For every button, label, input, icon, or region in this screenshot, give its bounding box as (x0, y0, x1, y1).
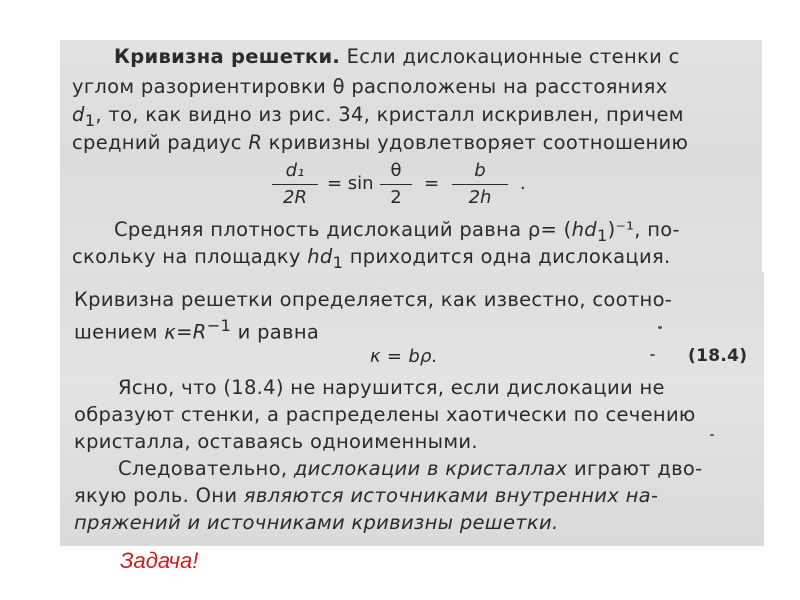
denominator: 2R (283, 187, 307, 208)
var-hd: hd (307, 245, 333, 268)
line-text: , то, как видно из рис. 34, кристалл искривлен, причем (95, 103, 684, 126)
numerator: d₁ (285, 160, 305, 181)
superscript: −1 (206, 316, 232, 335)
heading-curvature: Кривизна решетки. (114, 45, 341, 68)
text-line-b9: пряжений и источниками кривизны решетки. (74, 511, 559, 534)
var-R: R (248, 131, 263, 154)
text-line-2: углом разориентировки θ расположены на расстояниях (72, 75, 668, 98)
equation-number: (18.4) (688, 346, 748, 366)
scan-top-fragment (60, 40, 762, 272)
text-line-b4: Ясно, что (18.4) не нарушится, если дислокации не (118, 376, 665, 399)
numerator: b (474, 160, 486, 181)
denominator: 2h (468, 187, 492, 208)
line-text: и равна (231, 320, 320, 344)
scan-bottom-fragment (60, 272, 764, 546)
sub: 1 (84, 110, 96, 130)
text-line-7 (72, 245, 670, 272)
line-text: Если дислокационные стенки с (346, 45, 680, 68)
text-line-6 (114, 218, 680, 245)
line-text: скольку на площадку (72, 245, 308, 268)
line-text: Следовательно, (118, 457, 294, 480)
equals-sin: = sin (327, 173, 374, 194)
line-text: якую роль. Они (74, 484, 244, 507)
text-line-b1: Кривизна решетки определяется, как известно, соотно- (74, 288, 673, 311)
line-text: кривизны удовлетворяет соотношению (262, 131, 689, 154)
sub: 1 (596, 225, 608, 245)
text-line-1 (114, 45, 680, 68)
line-text: средний радиус (72, 131, 249, 154)
line-text: приходится одна дислокация. (343, 245, 671, 268)
equals: = (424, 173, 440, 194)
emphasis: являются источниками внутренних на- (243, 484, 659, 507)
text-line-b5: образуют стенки, а распределены хаотически по сечению (74, 403, 696, 426)
task-label: Задача! (120, 548, 199, 573)
var-hd: hd (571, 218, 597, 241)
sub: 1 (332, 252, 344, 272)
var-d: d (72, 103, 85, 126)
period: . (520, 173, 526, 194)
kappa-definition: κ=R (164, 320, 207, 344)
fraction-b-2h (452, 160, 508, 208)
scan-speck (650, 354, 655, 356)
formula-curvature (272, 160, 592, 216)
line-text: шением (74, 320, 165, 344)
text-line-b8 (74, 484, 658, 507)
line-text: )⁻¹, по- (607, 218, 680, 241)
line-text: играют дво- (567, 457, 703, 480)
text-line-b6: кристалла, оставаясь одноименными. (74, 430, 478, 453)
line-text: Средняя плотность дислокаций равна ρ= ( (114, 218, 572, 241)
fraction-theta-2 (380, 160, 412, 208)
formula-kappa: κ = bρ. (370, 346, 438, 367)
text-line-b2 (74, 316, 319, 344)
emphasis: дислокации в кристаллах (293, 457, 568, 480)
text-line-4 (72, 131, 688, 154)
scan-speck (658, 326, 662, 329)
text-line-3 (72, 103, 684, 130)
denominator: 2 (390, 187, 402, 208)
scan-speck (710, 434, 714, 436)
fraction-d1-2R (272, 160, 318, 208)
text-line-b7 (118, 457, 702, 480)
numerator: θ (390, 160, 402, 181)
